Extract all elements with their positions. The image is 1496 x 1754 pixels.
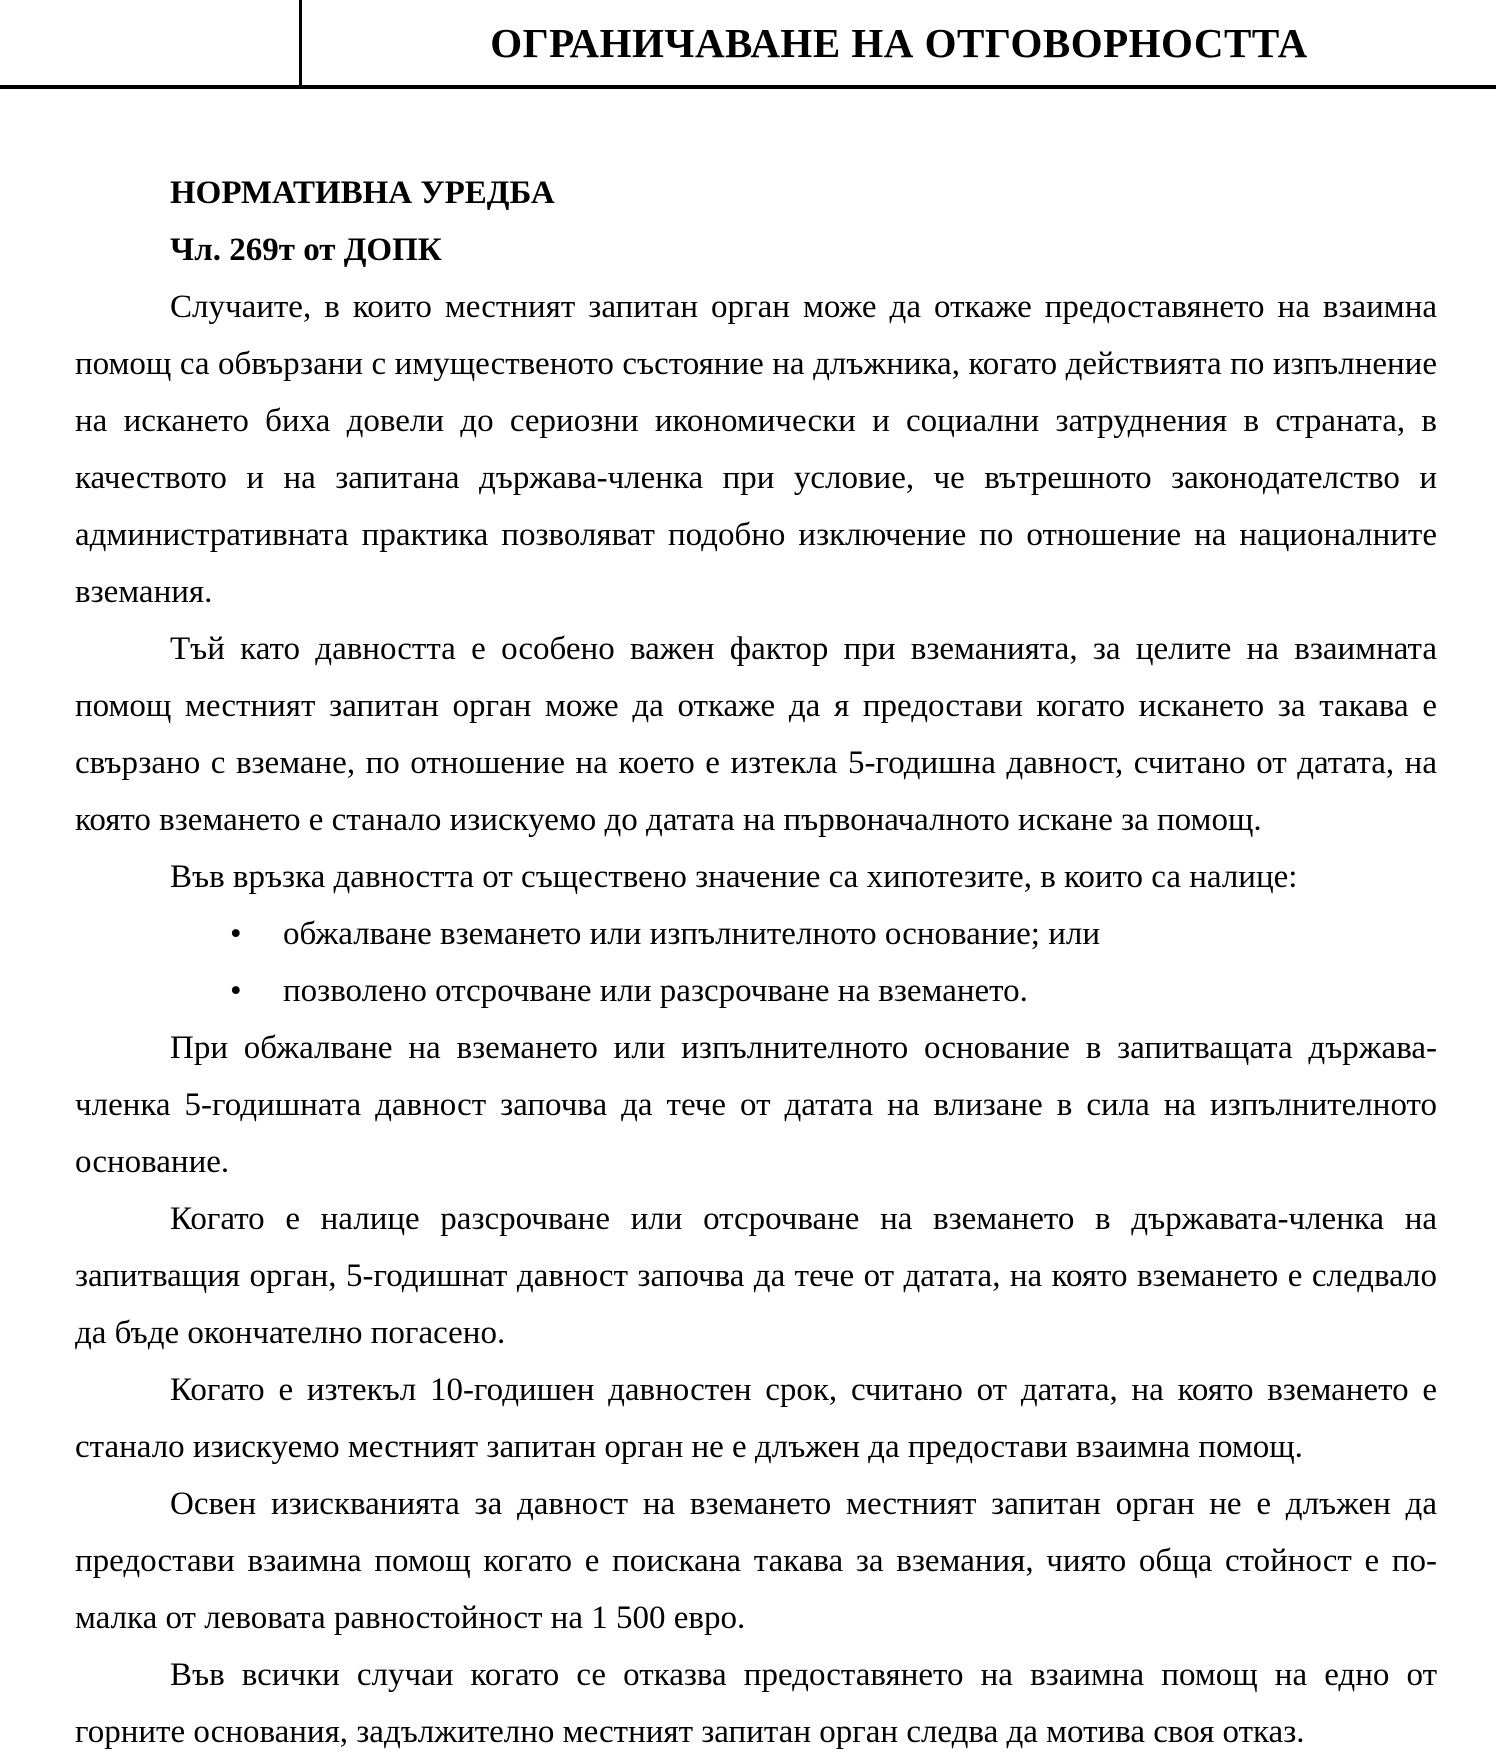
paragraph: Случаите, в които местният запитан орган може да откаже предоставянето на взаимна помощ са обвързани с имущественото състояние на длъжника, когато действията по изпълнение на искането биха довели до сериозни икономически и социални затруднения в страната, в качеството и на запитана държава-членка при условие, че вътрешното законодателство и административната практика позволяват подобно изключение по отношение на националните вземания. bbox=[75, 289, 1437, 610]
paragraph: Когато е налице разсрочване или отсрочване на вземането в държавата-членка на запитващия орган, 5-годишнат давност започва да тече от датата, на която вземането е следвало да бъде окончателно погасено. bbox=[75, 1201, 1437, 1351]
paragraph: Във всички случаи когато се отказва предоставянето на взаимна помощ на едно от горните основания, задължително местният запитан орган следва да мотива своя отказ. bbox=[75, 1657, 1437, 1750]
bullet-icon: • bbox=[230, 973, 242, 1009]
list-item-text: позволено отсрочване или разсрочване на вземането. bbox=[283, 973, 1028, 1009]
paragraph: При обжалване на вземането или изпълнителното основание в запитващата държава-членка 5-годишната давност започва да тече от датата на влизане в сила на изпълнителното основание. bbox=[75, 1030, 1437, 1180]
section-heading: НОРМАТИВНА УРЕДБА bbox=[170, 175, 555, 211]
document-body bbox=[75, 165, 1437, 1754]
page-header bbox=[0, 0, 1496, 89]
paragraph: Във връзка давността от съществено значение са хипотезите, в които са налице: bbox=[170, 859, 1298, 895]
list-item-text: обжалване вземането или изпълнителното основание; или bbox=[283, 916, 1100, 952]
paragraph: Тъй като давността е особено важен фактор при вземанията, за целите на взаимната помощ местният запитан орган може да откаже да я предостави когато искането за такава е свързано с вземане, по отношение на което е изтекла 5-годишна давност, считано от датата, на която вземането е станало изискуемо до датата на първоначалното искане за помощ. bbox=[75, 631, 1437, 838]
page-title: ОГРАНИЧАВАНЕ НА ОТГОВОРНОСТТА bbox=[490, 19, 1308, 66]
bullet-icon: • bbox=[230, 916, 242, 952]
paragraph: Освен изискванията за давност на вземането местният запитан орган не е длъжен да предостави взаимна помощ когато е поискана такава за вземания, чиято обща стойност е по-малка от левовата равностойност на 1 500 евро. bbox=[75, 1486, 1437, 1636]
list-item bbox=[75, 906, 1437, 963]
list-item bbox=[75, 963, 1437, 1020]
paragraph: Когато е изтекъл 10-годишен давностен срок, считано от датата, на която вземането е станало изискуемо местният запитан орган не е длъжен да предостави взаимна помощ. bbox=[75, 1372, 1437, 1465]
bullet-list bbox=[75, 906, 1437, 1020]
header-title-cell bbox=[302, 0, 1496, 85]
article-heading: Чл. 269т от ДОПК bbox=[170, 232, 442, 268]
